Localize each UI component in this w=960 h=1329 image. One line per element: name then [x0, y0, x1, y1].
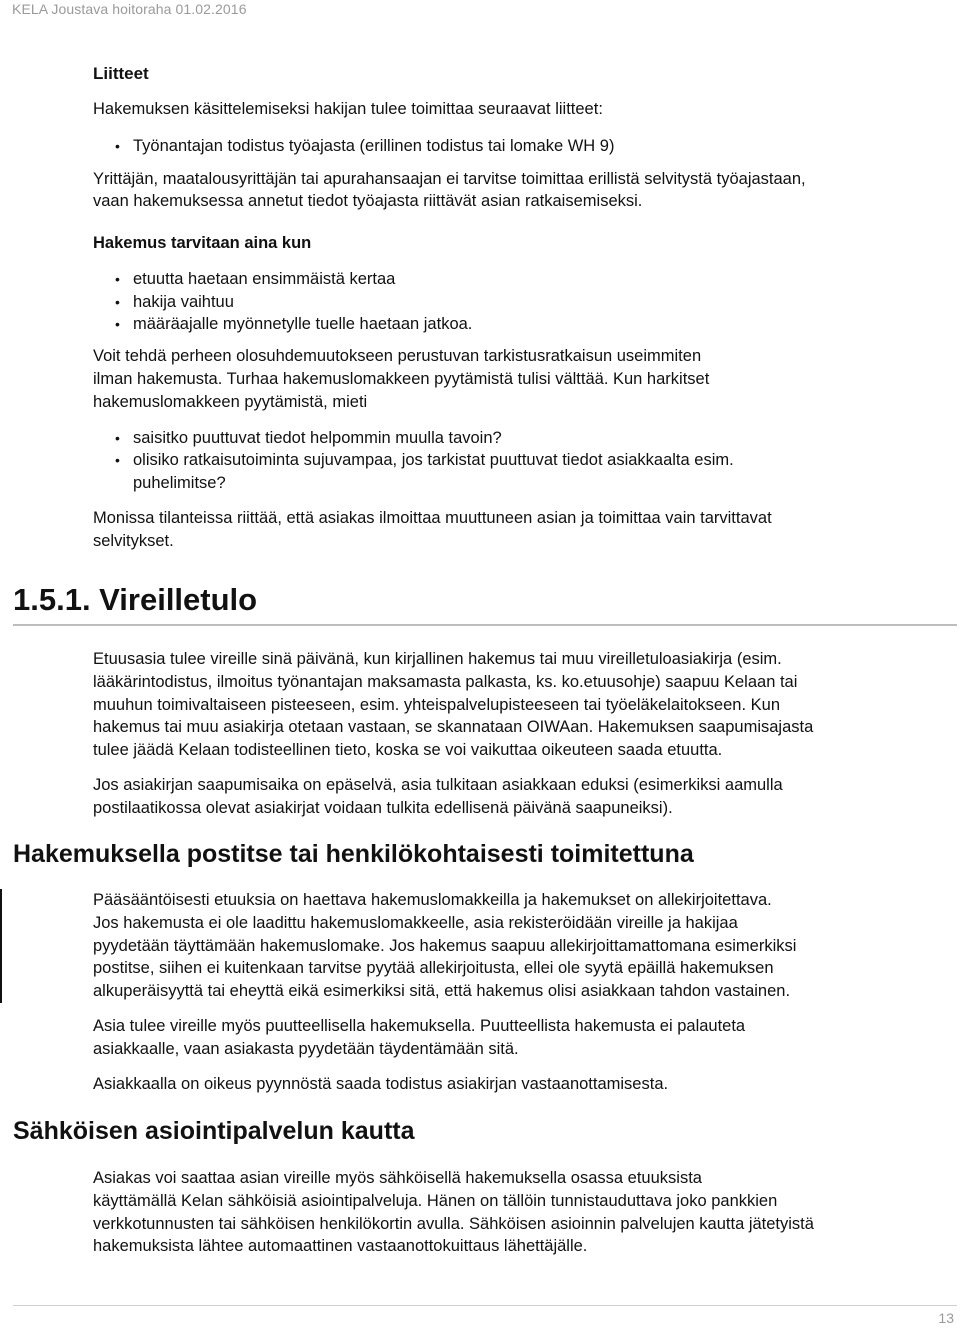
list-item: • Työnantajan todistus työajasta (erillinen todistus tai lomake WH 9)	[115, 135, 959, 158]
postitse-p1-line: pyydetään täyttämään hakemuslomake. Jos hakemus saapuu allekirjoittamattomana esimerkiksi	[93, 936, 797, 955]
footer-divider	[13, 1305, 957, 1306]
list-item: • olisiko ratkaisutoiminta sujuvampaa, jos tarkistat puuttuvat tiedot asiakkaalta esim.	[115, 449, 959, 472]
olosuhde-para-line3: hakemuslomakkeen pyytämistä, mieti	[93, 392, 368, 411]
list-item-continuation: puhelimitse?	[133, 474, 226, 493]
closing-line1: Monissa tilanteissa riittää, että asiakas ilmoittaa muuttuneen asian ja toimittaa vain tarvittavat	[93, 508, 772, 527]
liitteet-title: Liitteet	[93, 64, 149, 83]
bullet-icon: •	[115, 429, 120, 446]
list-item: • etuutta haetaan ensimmäistä kertaa	[115, 268, 959, 291]
vireilletulo-p1-line: lääkärintodistus, ilmoitus työnantajan maksamasta palkasta, ks. ko.etuusohje) saapuu Kelaan tai	[93, 672, 798, 691]
sahkoinen-p1-line: käyttämällä Kelan sähköisiä asiointipalveluja. Hänen on tällöin tunnistauduttava joko pankkien	[93, 1191, 778, 1210]
liitteet-list	[93, 135, 959, 158]
olosuhde-para-line2: ilman hakemusta. Turhaa hakemuslomakkeen pyytämistä tulisi välttää. Kun harkitset	[93, 369, 710, 388]
postitse-p2-line: Asia tulee vireille myös puutteellisella hakemuksella. Puutteellista hakemusta ei palauteta	[93, 1016, 746, 1035]
vireilletulo-p1-line: hakemus tai muu asiakirja otetaan vastaan, se skannataan OIWAan. Hakemuksen saapumisajasta	[93, 718, 814, 737]
postitse-p3-line: Asiakkaalla on oikeus pyynnöstä saada todistus asiakirjan vastaanottamisesta.	[93, 1074, 669, 1093]
postitse-p2-line: asiakkaalle, vaan asiakasta pyydetään täydentämään sitä.	[93, 1039, 519, 1058]
vireilletulo-p1-line: muuhun toimivaltaiseen pisteeseen, esim. yhteispalvelupisteeseen tai työeläkelaitokseen. Kun	[93, 695, 780, 714]
bullet-icon: •	[115, 293, 120, 310]
postitse-p1-line: alkuperäisyyttä tai eheyttä eikä esimerkiksi sitä, että hakemus olisi asiakkaan tahdon vastainen.	[93, 982, 791, 1001]
bullet-icon: •	[115, 270, 120, 287]
postitse-p1-line: Jos hakemusta ei ole laadittu hakemuslomakkeelle, asia rekisteröidään vireille ja hakijaa	[93, 913, 738, 932]
postitse-p1-line: postitse, siihen ei kuitenkaan tarvitse pyytää allekirjoitusta, ellei ole syytä epäillä hakemuksen	[93, 959, 774, 978]
postitse-title: Hakemuksella postitse tai henkilökohtaisesti toimitettuna	[13, 840, 694, 868]
vireilletulo-p2-line: Jos asiakirjan saapumisaika on epäselvä, asia tulkitaan asiakkaan eduksi (esimerkiksi aamulla	[93, 775, 783, 794]
questions-list	[93, 427, 959, 495]
list-item: • hakija vaihtuu	[115, 291, 959, 314]
hakemus-tarvitaan-title: Hakemus tarvitaan aina kun	[93, 234, 312, 252]
sahkoinen-p1-line: Asiakas voi saattaa asian vireille myös sähköisellä hakemuksella osassa etuuksista	[93, 1169, 702, 1187]
olosuhde-para-line1: Voit tehdä perheen olosuhdemuutokseen perustuvan tarkistusratkaisun useimmiten	[93, 347, 702, 366]
postitse-p1-line: Pääsääntöisesti etuuksia on haettava hakemuslomakkeilla ja hakemukset on allekirjoitettava.	[93, 891, 772, 909]
liitteet-note-line2: vaan hakemuksessa annetut tiedot työajasta riittävät asian ratkaisemiseksi.	[93, 192, 643, 211]
liitteet-section	[93, 62, 959, 213]
bullet-icon: •	[115, 452, 120, 469]
vireilletulo-p1-line: Etuusasia tulee vireille sinä päivänä, kun kirjallinen hakemus tai muu vireilletuloasiakirja (esim.	[93, 650, 782, 668]
section-divider	[13, 624, 957, 626]
page-number: 13	[938, 1310, 954, 1326]
sahkoinen-p1-line: hakemuksista lähtee automaattinen vastaanottokuittaus lähettäjälle.	[93, 1237, 588, 1256]
sahkoinen-title: Sähköisen asiointipalvelun kautta	[13, 1117, 415, 1145]
bullet-icon: •	[115, 137, 120, 154]
liitteet-intro: Hakemuksen käsittelemiseksi hakijan tulee toimittaa seuraavat liitteet:	[93, 100, 603, 118]
list-item: • saisitko puuttuvat tiedot helpommin muulla tavoin?	[115, 427, 959, 450]
vireilletulo-p2-line: postilaatikossa olevat asiakirjat voidaan tulkita edellisenä päivänä saapuneiksi).	[93, 798, 673, 817]
bullet-icon: •	[115, 316, 120, 333]
sahkoinen-p1-line: verkkotunnusten tai sähköisen henkilökortin avulla. Sähköisen asioinnin palvelujen kautta jätetyistä	[93, 1214, 814, 1233]
liitteet-note-line1: Yrittäjän, maatalousyrittäjän tai apurahansaajan ei tarvitse toimittaa erillistä selvitystä työajastaan,	[93, 169, 806, 188]
sahkoinen-body	[93, 1167, 959, 1258]
closing-line2: selvitykset.	[93, 531, 174, 550]
postitse-body	[93, 889, 959, 1095]
hakemus-tarvitaan-section	[93, 232, 959, 553]
change-bar	[0, 889, 2, 1003]
section-title: 1.5.1. Vireilletulo	[13, 582, 258, 617]
page-header: KELA Joustava hoitoraha 01.02.2016	[12, 1, 247, 17]
hakemus-tarvitaan-list	[93, 268, 959, 336]
list-item: • määräajalle myönnetylle tuelle haetaan jatkoa.	[115, 313, 959, 336]
vireilletulo-p1-line: tulee jäädä Kelaan todisteellinen tieto, koska se voi vaikuttaa oikeuteen saada etuutta.	[93, 741, 723, 760]
vireilletulo-body	[93, 648, 959, 820]
